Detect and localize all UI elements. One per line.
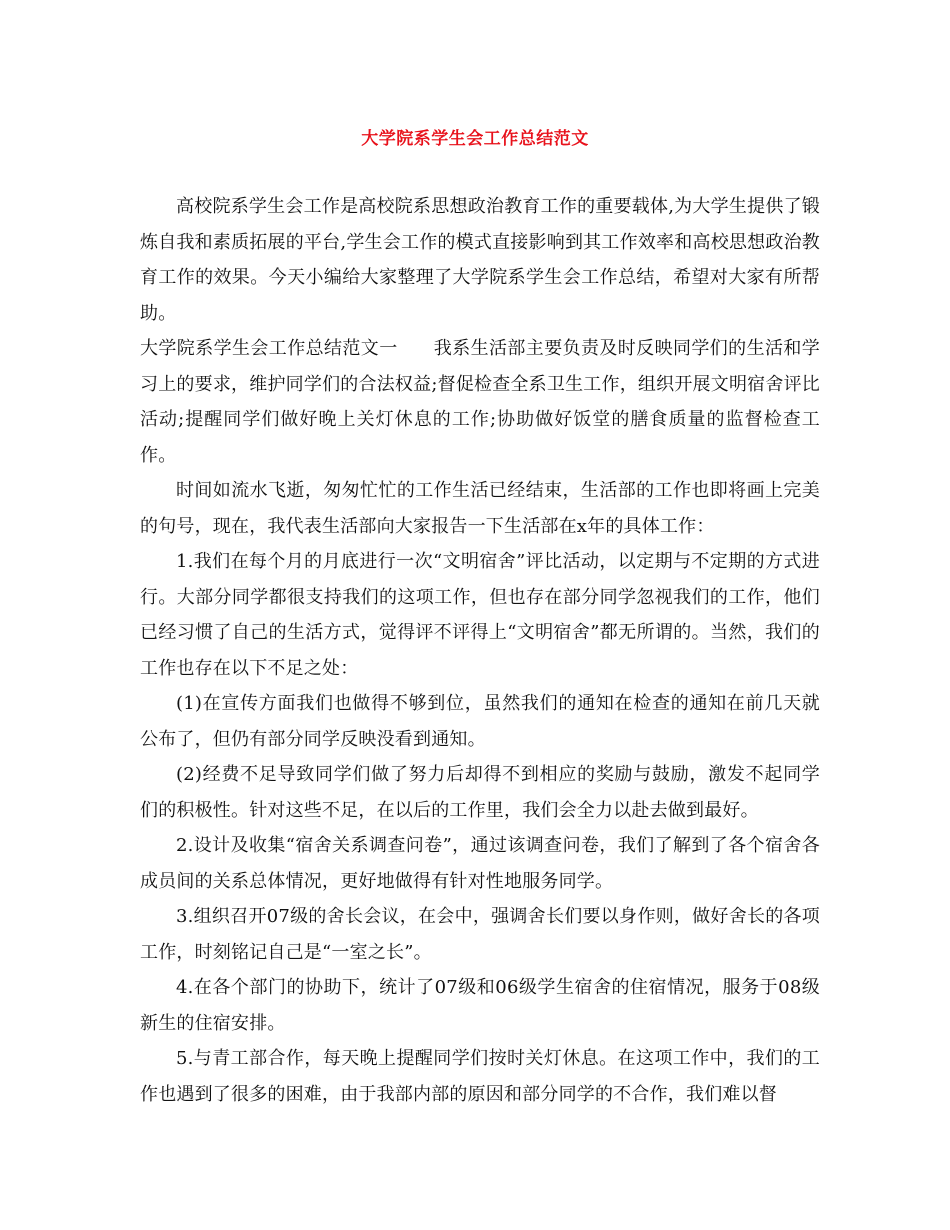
list-item-3: 3.组织召开07级的舍长会议，在会中，强调舍长们要以身作则，做好舍长的各项工作，时刻铭记自己是“一室之长”。	[140, 906, 820, 963]
section-1-text: 我系生活部主要负责及时反映同学们的生活和学习上的要求，维护同学们的合法权益;督促检查全系卫生工作，组织开展文明宿舍评比活动;提醒同学们做好晚上关灯休息的工作;协助做好饭堂的膳食质量的监督检查工作。	[140, 338, 820, 466]
list-item-5: 5.与青工部合作，每天晚上提醒同学们按时关灯休息。在这项工作中，我们的工作也遇到了很多的困难，由于我部内部的原因和部分同学的不合作，我们难以督	[140, 1048, 820, 1105]
sub-item-1: (1)在宣传方面我们也做得不够到位，虽然我们的通知在检查的通知在前几天就公布了，但仍有部分同学反映没看到通知。	[140, 693, 820, 750]
body-paragraph: 时间如流水飞逝，匆匆忙忙的工作生活已经结束，生活部的工作也即将画上完美的句号，现在，我代表生活部向大家报告一下生活部在x年的具体工作：	[140, 480, 820, 537]
section-1-heading: 大学院系学生会工作总结范文一	[140, 338, 398, 359]
document-title: 大学院系学生会工作总结范文	[361, 129, 589, 149]
intro-paragraph: 高校院系学生会工作是高校院系思想政治教育工作的重要载体,为大学生提供了锻炼自我和素质拓展的平台,学生会工作的模式直接影响到其工作效率和高校思想政治教育工作的效果。今天小编给大家整理了大学院系学生会工作总结，希望对大家有所帮助。	[140, 196, 820, 324]
list-item-4: 4.在各个部门的协助下，统计了07级和06级学生宿舍的住宿情况，服务于08级新生的住宿安排。	[140, 977, 820, 1034]
document-body	[140, 189, 820, 1112]
list-item-2: 2.设计及收集“宿舍关系调查问卷”，通过该调查问卷，我们了解到了各个宿舍各成员间的关系总体情况，更好地做得有针对性地服务同学。	[140, 835, 820, 892]
sub-item-2: (2)经费不足导致同学们做了努力后却得不到相应的奖励与鼓励，激发不起同学们的积极性。针对这些不足，在以后的工作里，我们会全力以赴去做到最好。	[140, 764, 820, 821]
list-item-1: 1.我们在每个月的月底进行一次“文明宿舍”评比活动，以定期与不定期的方式进行。大部分同学都很支持我们的这项工作，但也存在部分同学忽视我们的工作，他们已经习惯了自己的生活方式，觉得评不评得上“文明宿舍”都无所谓的。当然，我们的工作也存在以下不足之处：	[140, 551, 820, 679]
section-1-paragraph	[140, 331, 820, 473]
